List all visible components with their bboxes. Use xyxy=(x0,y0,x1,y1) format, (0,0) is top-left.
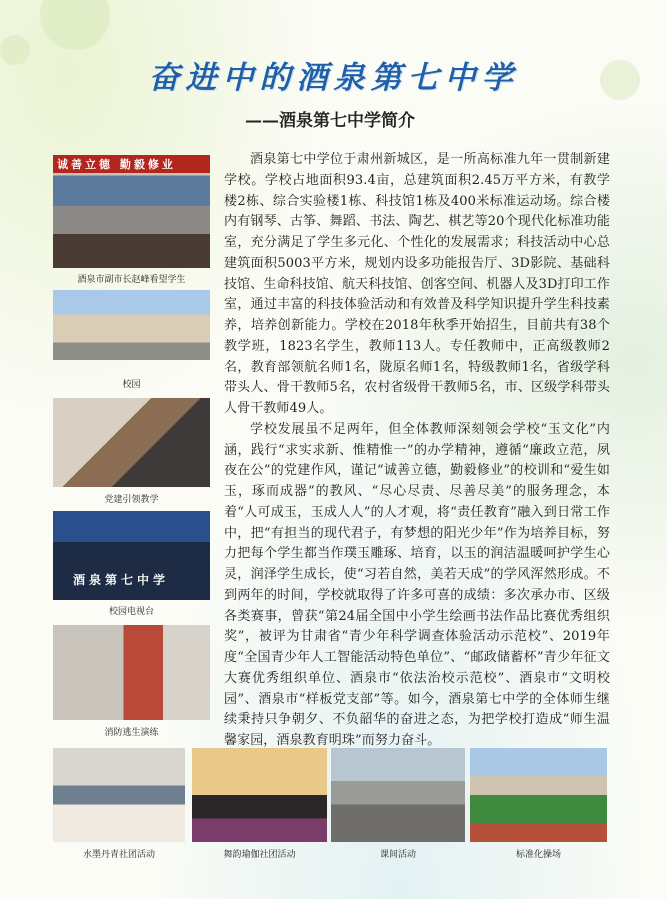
caption: 标准化操场 xyxy=(515,850,561,860)
photo-party-building xyxy=(53,398,210,487)
photo-ink-painting-club xyxy=(53,748,185,842)
caption: 党建引领教学 xyxy=(104,495,159,505)
page-title: 奋进中的酒泉第七中学 xyxy=(148,60,519,96)
paragraph: 学校发展虽不足两年，但全体教师深刻领会学校“玉文化”内涵，践行“求实求新、惟精惟一”的办学精神，遵循“廉政立范，夙夜在公”的党建作风，谨记“诚善立德，勤毅修业”的校训和“爱生如玉，琢而成器”的教风、“尽心尽责、尽善尽美”的服务理念，本着“人可成玉，玉成人人”的人才观，将“责任教育”融入到日常工作中，把“有担当的现代君子，有梦想的阳光少年”作为培养目标，努力把每个学生都当作璞玉雕琢、培育，以玉的润洁温暖呵护学生心灵，润泽学生成长，使“习若自然，美若天成”的学风浑然形成。不到两年的时间，学校就取得了许多可喜的成绩：多次承办市、区级各类赛事，曾获“第24届全国中小学生绘画书法作品比赛优秀组织奖”，被评为甘肃省“青少年科学调查体验活动示范校”、2019年度“全国青少年人工智能活动特色单位”、“邮政储蓄杯”青少年征文大赛优秀组织单位、酒泉市“依法治校示范校”、酒泉市“文明校园”、酒泉市“样板党支部”等。如今，酒泉第七中学的全体师生继续秉持只争朝夕、不负韶华的奋进之态，为把学校打造成“师生温馨家园，酒泉教育明珠”而努力奋斗。 xyxy=(224,421,610,748)
photo-yoga-club xyxy=(192,748,327,842)
photo-sports-field xyxy=(470,748,607,842)
photo-fire-drill xyxy=(53,625,210,720)
caption: 消防逃生演练 xyxy=(104,728,159,738)
photo-recess-activity xyxy=(331,748,465,842)
photo-vice-mayor-visit xyxy=(53,155,210,268)
caption: 水墨丹青社团活动 xyxy=(82,850,155,860)
caption: 酒泉市副市长赵峰看望学生 xyxy=(77,275,186,285)
photo-campus xyxy=(53,290,210,360)
caption: 校园 xyxy=(122,380,141,390)
paragraph: 酒泉第七中学位于肃州新城区，是一所高标准九年一贯制新建学校。学校占地面积93.4亩，总建筑面积2.45万平方米，有教学楼2栋、综合实验楼1栋、科技馆1栋及400米标准运动场。综合楼内有钢琴、古筝、舞蹈、书法、陶艺、棋艺等20个现代化标准功能室，充分满足了学生多元化、个性化的发展需求；科技活动中心总建筑面积5003平方米，规划内设多功能报告厅、3D影院、基础科技馆、生命科技馆、航天科技馆、创客空间、机器人及3D打印工作室，通过丰富的科技体验活动和有效普及科学知识提升学生科技素养，培养创新能力。学校在2018年秋季开始招生，目前共有38个教学班，1823名学生，教师113人。专任教师中，正高级教师2名，教育部领航名师1名，陇原名师1名，特级教师1名，省级学科带头人、骨干教师5名，农村省级骨干教师5名，市、区级学科带头人骨干教师49人。 xyxy=(224,152,610,416)
caption: 课间活动 xyxy=(379,850,416,860)
decorative-bubble xyxy=(40,0,110,50)
caption: 舞韵瑜伽社团活动 xyxy=(223,850,296,860)
photo-banner: 酒泉第七中学 xyxy=(73,573,170,587)
photo-tv-station xyxy=(53,511,210,600)
photo-banner: 诚善立德 勤毅修业 xyxy=(53,155,210,173)
page-subtitle: ——酒泉第七中学简介 xyxy=(245,111,415,131)
article-body xyxy=(224,150,610,752)
caption: 校园电视台 xyxy=(108,607,154,617)
